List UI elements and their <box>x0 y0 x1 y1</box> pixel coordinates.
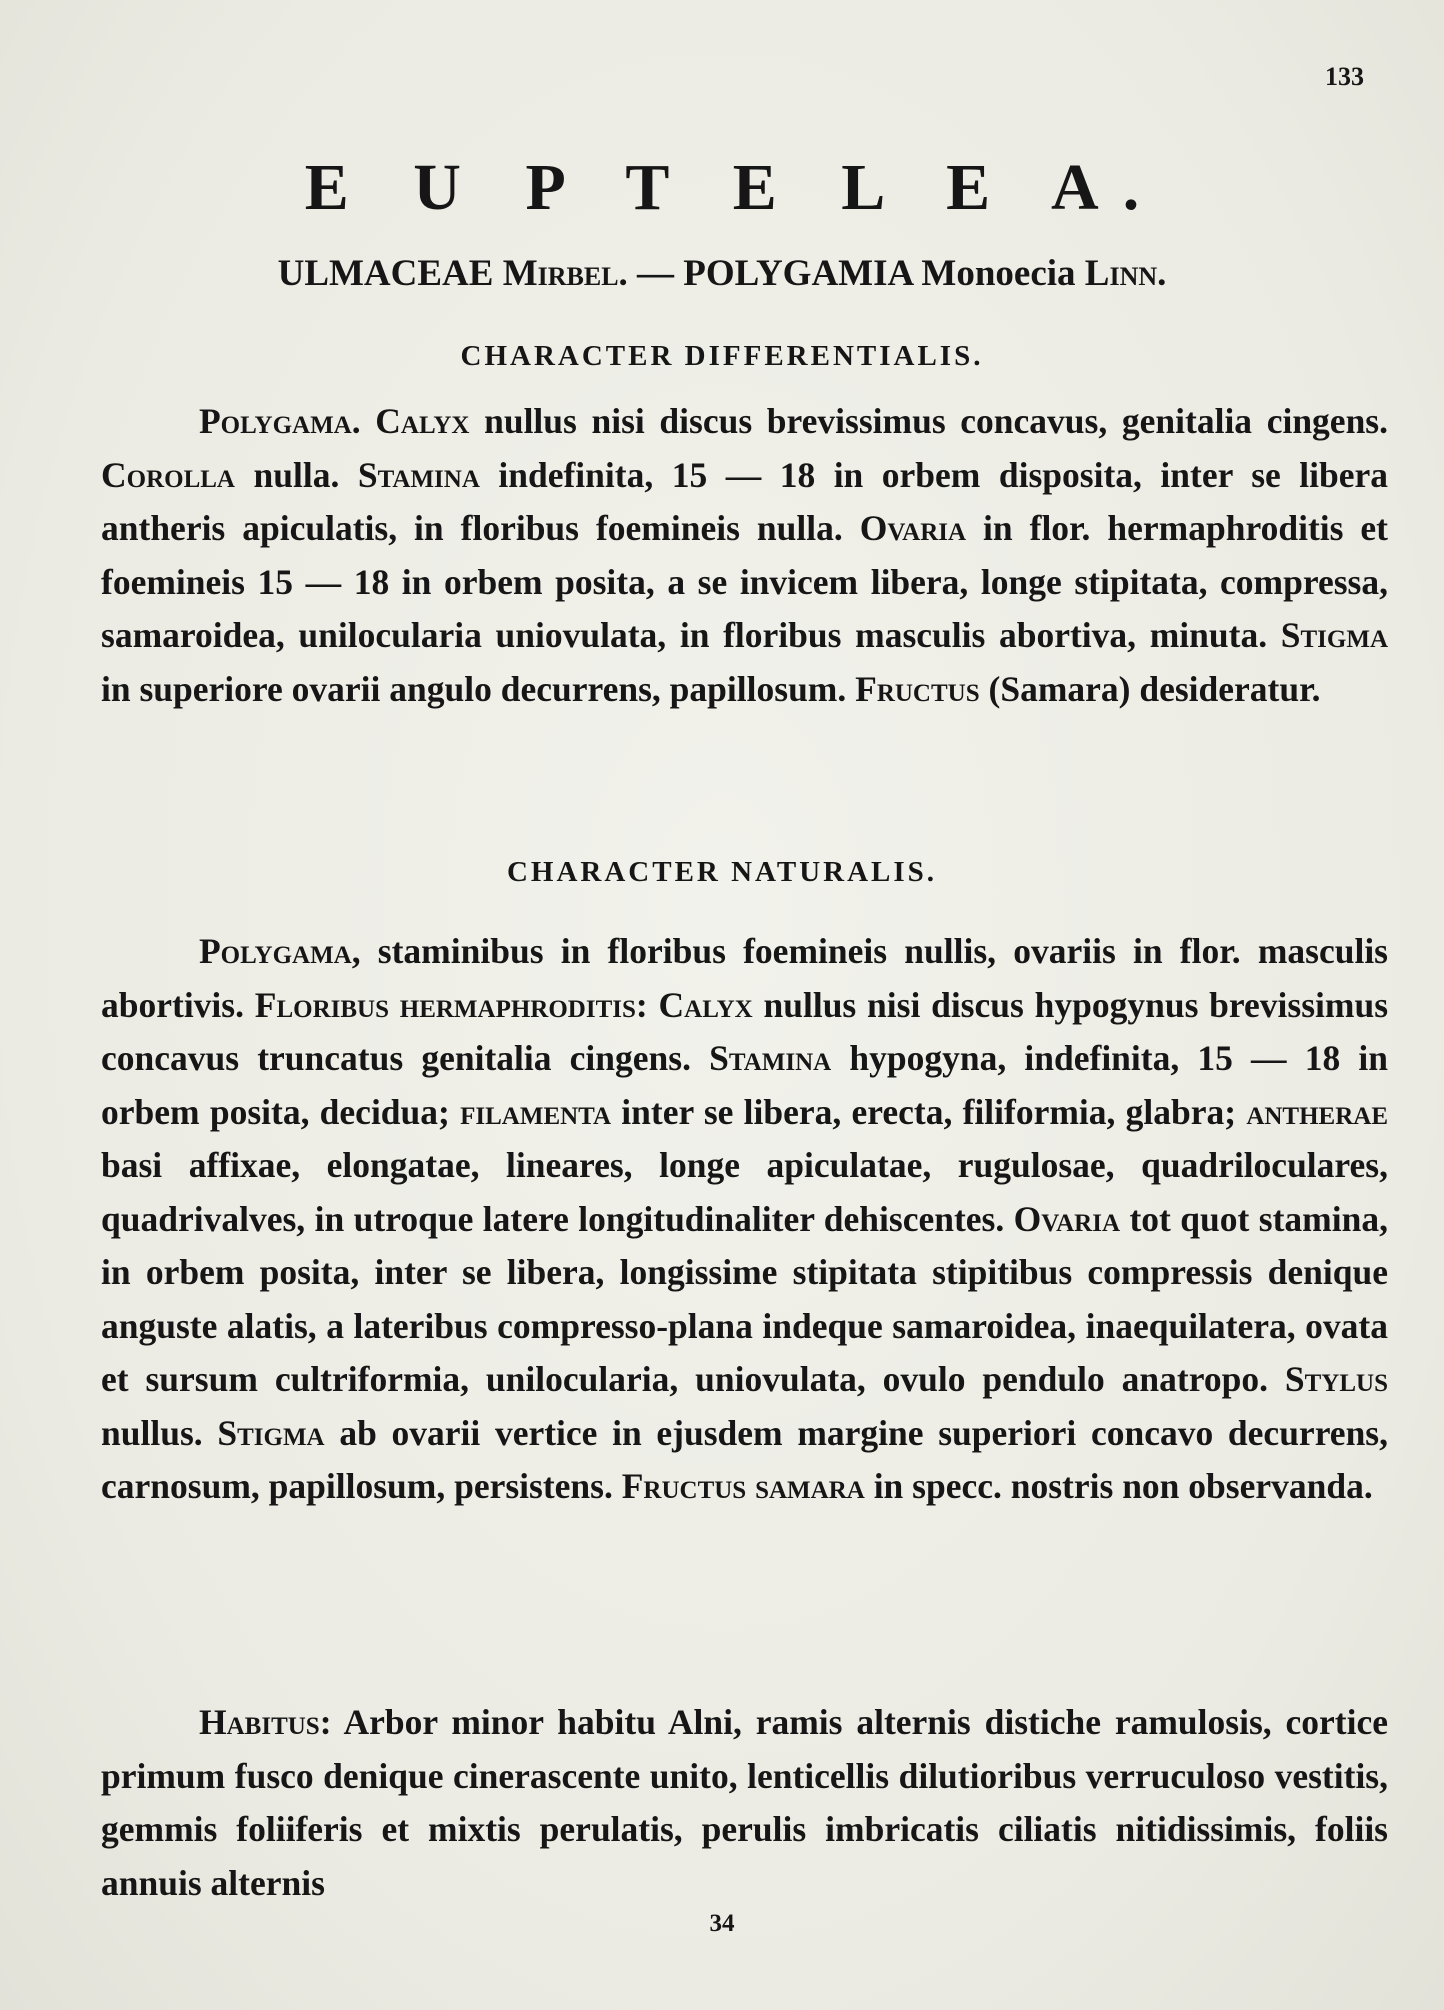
text-segment: nullus. <box>101 1412 218 1453</box>
text-segment: hypogyna, indefinita, 15 — 18 in orbem posita, decidua; <box>101 1038 1388 1132</box>
text-segment: ab ovarii vertice in ejusdem margine superiori concavo decurrens, carnosum, papillosum, persistens. <box>101 1412 1388 1506</box>
paragraph-habitus <box>101 1696 1388 1910</box>
genus-title: E U P T E L E A. <box>304 151 1164 224</box>
classification-separator: — <box>637 253 675 294</box>
family-author: Mirbel. <box>502 253 628 294</box>
linnaean-class: POLYGAMIA <box>683 253 913 294</box>
text-segment: nullus nisi discus brevissimus concavus, genitalia cingens. <box>469 401 1388 441</box>
text-segment: nulla. <box>235 454 358 495</box>
term-stylus: Stylus <box>1284 1359 1388 1399</box>
paragraph-character-naturalis <box>101 925 1388 1514</box>
term-ovaria: Ovaria <box>1013 1198 1121 1239</box>
term-filamenta: filamenta <box>460 1091 612 1132</box>
term-stamina: Stamina <box>357 454 480 495</box>
heading-character-differentialis: CHARACTER DIFFERENTIALIS. <box>460 340 984 372</box>
term-fructus: Fructus <box>855 668 980 709</box>
text-segment: indefinita, 15 — 18 in orbem disposita, inter se libera antheris apiculatis, in floribus foemineis nulla. <box>101 454 1388 548</box>
term-fructus-samara: Fructus samara <box>621 1466 865 1506</box>
page-number: 133 <box>1325 62 1364 91</box>
term-calyx: Calyx <box>658 984 753 1025</box>
linnaean-order: Monoecia <box>921 253 1076 294</box>
text-segment: basi affixae, elongatae, lineares, longe apiculatae, rugulosae, quadriloculares, quadrivalves, in utroque latere longitudinaliter dehiscentes. <box>101 1145 1388 1239</box>
term-floribus-hermaphroditis: Floribus hermaphroditis <box>254 984 636 1025</box>
class-author: Linn. <box>1084 253 1167 294</box>
text-segment: nullus nisi discus hypogynus brevissimus concavus truncatus genitalia cingens. <box>101 984 1389 1078</box>
text-segment: : Arbor minor habitu Alni, ramis alternis distiche ramulosis, cortice primum fusco denique cinerascente unito, lenticellis dilutioribus verruculoso vestitis, gemmis foliiferis et mixtis perulatis, perulis imbricatis ciliatis nitidissimis, foliis annuis alternis <box>101 1702 1388 1903</box>
term-stigma: Stigma <box>1280 615 1388 655</box>
signature-mark: 34 <box>709 1910 735 1937</box>
text-segment: inter se libera, erecta, filiformia, glabra; <box>611 1091 1247 1132</box>
term-polygama: Polygama <box>199 931 352 971</box>
text-segment: in flor. hermaphroditis et foemineis 15 — 18 in orbem posita, a se invicem libera, longe stipitata, compressa, samaroidea, unilocularia uniovulata, in floribus masculis abortiva, minuta. <box>101 508 1389 655</box>
text-segment <box>361 401 376 441</box>
text-segment: in specc. nostris non observanda. <box>864 1466 1373 1506</box>
text-segment: : <box>635 984 659 1025</box>
term-corolla: Corolla <box>101 454 235 495</box>
term-stamina: Stamina <box>709 1038 832 1078</box>
paragraph-character-differentialis <box>101 395 1388 716</box>
term-antherae: antherae <box>1246 1091 1389 1132</box>
term-stigma: Stigma <box>217 1412 325 1453</box>
text-segment: (Samara) desideratur. <box>979 668 1321 709</box>
text-segment: tot quot stamina, in orbem posita, inter se libera, longissime stipitata stipitibus compressis denique anguste alatis, a lateribus compresso-plana indeque samaroidea, inaequilatera, ovata et sursum cultriformia, unilocularia, uniovulata, ovulo pendulo anatropo. <box>101 1198 1388 1399</box>
term-polygama: Polygama. <box>199 401 361 441</box>
classification-line <box>0 252 1444 295</box>
text-segment: in superiore ovarii angulo decurrens, papillosum. <box>101 668 856 709</box>
family-name: ULMACEAE <box>277 253 494 294</box>
term-habitus: Habitus <box>199 1702 320 1742</box>
term-ovaria: Ovaria <box>859 508 967 548</box>
text-segment: , staminibus in floribus foemineis nullis, ovariis in flor. masculis abortivis. <box>101 931 1388 1025</box>
heading-character-naturalis: CHARACTER NATURALIS. <box>506 856 938 888</box>
term-calyx: Calyx <box>375 401 470 441</box>
